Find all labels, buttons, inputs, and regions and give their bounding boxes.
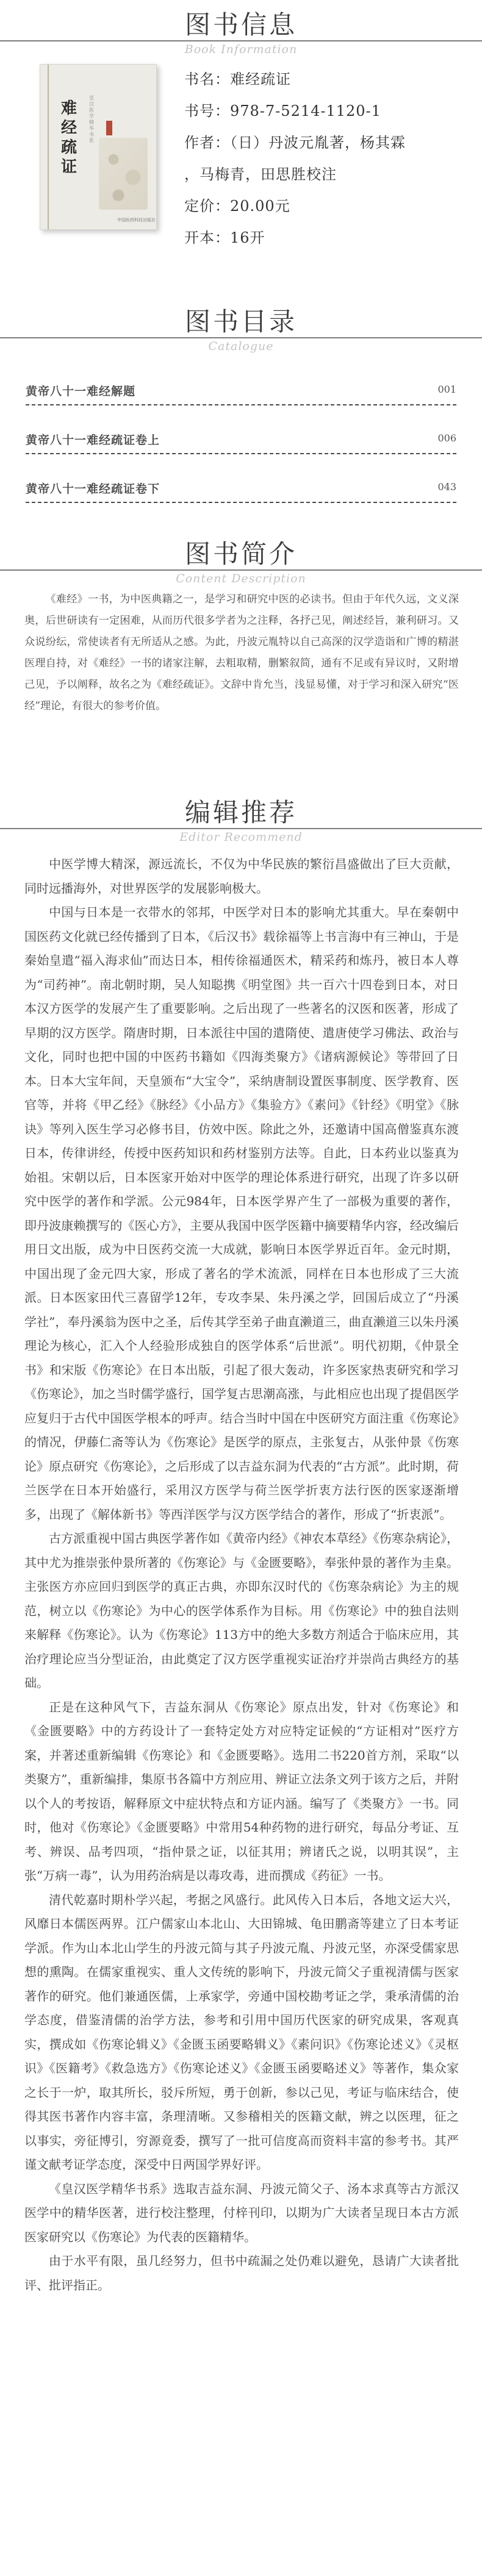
toc-item-page: 043 (437, 481, 456, 493)
section-title: 图书信息 (184, 10, 297, 40)
cover-title: 难经疏证 (61, 99, 77, 176)
toc-item-title: 黄帝八十一难经疏证卷下 (26, 482, 160, 496)
book-format: 开本：16开 (184, 229, 265, 246)
recommend-paragraph: 正是在这种风气下，吉益东洞从《伤寒论》原点出发，针对《伤寒论》和《金匮要略》中的方药设计了一套特定处方对应特定证候的“方证相对”医疗方案，并著述重新编辑《伤寒论》和《金匮要略》。选用二书220首方剂，采取“以类聚方”，重新编排，集原书各篇中方剂应用、辨证立法条文列于该方之后，并附以个人的考按语，解释原文中症状特点和方证内涵。编写了《类聚方》一书。同时，他对《伤寒论》《金匮要略》中常用54种药物的进行研究，每品分考证、互考、辨误、品考四项，“指仲景之证，以征其用；辨诸氏之说，以明其误”，主张“万病一毒”，认为用药治病是以毒攻毒，进而撰成《药征》一书。 (24, 1699, 459, 1883)
toc-item-page: 006 (437, 432, 456, 444)
book-title: 书名：难经疏证 (184, 71, 291, 88)
cover-spine-line (48, 65, 49, 229)
recommend-paragraph: 中医学博大精深，源远流长，不仅为中华民族的繁衍昌盛做出了巨大贡献，同时远播海外，对世界医学的发展影响极大。 (24, 857, 459, 896)
book-author: 作者：（日）丹波元胤著，杨其霖 (184, 134, 406, 151)
toc-item[interactable] (26, 477, 456, 503)
section-title: 编辑推荐 (184, 797, 297, 827)
intro-text: 《难经》一书，为中医典籍之一，是学习和研究中医的必读书。但由于年代久远，文义深奥，后世研读有一定困难，从而历代很多学者为之注释，各抒己见，阐述经旨，兼利研习。又众说纷纭，常使读者有无所适从之感。为此，丹波元胤特以自己高深的汉学造诣和广博的精湛医理自持，对《难经》一书的诸家注解，去粗取精，删繁叙简，通有不足或有异议时，又附增己见，予以阐释，故名之为《难经疏证》。文辞中肯允当，浅显易懂，对于学习和深入研究“医经”理论，有很大的参考价值。 (24, 593, 459, 712)
section-subtitle: Editor Recommend (179, 830, 303, 844)
book-cover (40, 64, 157, 230)
section-divider (0, 337, 482, 338)
toc-item-page: 001 (437, 384, 456, 395)
recommend-body (24, 852, 459, 2297)
toc-item[interactable] (26, 429, 456, 454)
recommend-paragraph: 清代乾嘉时期朴学兴起，考据之风盛行。此风传入日本后，各地文运大兴，风靡日本儒医两界。江户儒家山本北山、大田锦城、龟田鹏斋等建立了日本考证学派。作为山本北山学生的丹波元简与其子丹波元胤、丹波元坚，亦深受儒家思想的熏陶。在儒家重视实、重人文传统的影响下，丹波元简父子重视清儒与医家著作的研究。他们兼通医儒，上承家学，旁通中国校勘考证之学，秉承清儒的治学态度，借鉴清儒的治学方法，参考和引用中国历代医家的研究成果，客观真实，撰成如《伤寒论辑义》《金匮玉函要略辑义》《素问识》《伤寒论述义》《灵枢识》《医籍考》《救急选方》《伤寒论述义》《金匮玉函要略述义》等著作，集众家之长于一炉，取其所长，驳斥所短，勇于创新，参以己见，考证与临床结合，使得其医书著作内容丰富，条理清晰。又参稽相关的医籍文献，辨之以医理，征之以事实，旁征博引，穷源竟委，撰写了一批可信度高而资料丰富的参考书。其严谨文献考证学态度，深受中日两国学界好评。 (24, 1892, 459, 2172)
recommend-paragraph: 中国与日本是一衣带水的邻邦，中医学对日本的影响尤其重大。早在秦朝中国医药文化就已经传播到了日本，《后汉书》载徐福等上书言海中有三神山，于是秦始皇遣“福入海求仙”而达日本，相传徐福通医术，精采药和炼丹，被日本人尊为“司药神”。南北朝时期，吴人知聪携《明堂图》共一百六十四卷到日本，对日本汉方医学的发展产生了重要影响。之后出现了一些著名的汉医和医著，形成了早期的汉方医学。隋唐时期，日本派往中国的遣隋使、遣唐使学习佛法、政治与文化，同时也把中国的中医药书籍如《四海类聚方》《诸病源候论》等带回了日本。日本大宝年间，天皇颁布“大宝令”，采纳唐制设置医事制度、医学教育、医官等，并将《甲乙经》《脉经》《小品方》《集验方》《素问》《针经》《明堂》《脉诀》等列入医生学习必修书目，仿效中医。除此之外，还邀请中国高僧鉴真东渡日本，传律讲经，传授中医药知识和药材鉴别方法等。自此，日本药业以鉴真为始祖。宋朝以后，日本医家开始对中医学的理论体系进行研究，出现了许多以研究中医学的著作和学派。公元984年，日本医学界产生了一部极为重要的著作，即丹波康赖撰写的《医心方》，主要从我国中医学医籍中摘要精华内容，经改编后用日文出版，成为中日医药交流一大成就，影响日本医学界近百年。金元时期，中国出现了金元四大家，形成了著名的学术流派，同样在日本也形成了三大流派。日本医家田代三喜留学12年，专攻李杲、朱丹溪之学，回国后成立了“丹溪学社”，奉丹溪翁为医中之圣，后传其学至弟子曲直濑道三，曲直濑道三以朱丹溪理论为核心，汇入个人经验形成独自的医学体系“后世派”。明代初期，《仲景全书》和宋版《伤寒论》在日本出版，引起了很大轰动，许多医家热衷研究和学习《伤寒论》，加之当时儒学盛行，国学复古思潮高涨，与此相应也出现了提倡医学应复归于古代中国医学根本的呼声。结合当时中国在中医研究方面注重《伤寒论》的情况，伊藤仁斋等认为《伤寒论》是医学的原点，主张复古，从张仲景《伤寒论》原点研究《伤寒论》，之后形成了以吉益东洞为代表的“古方派”。此时期，荷兰医学在日本开始盛行，采用汉方医学与荷兰医学折衷方法行医的医家逐渐增多，出现了《解体新书》等西洋医学与汉方医学结合的著作，形成了“折衷派”。 (24, 905, 459, 1522)
book-author-cont: ，马梅青，田思胜校注 (184, 166, 337, 183)
cover-publisher: 中国医药科技出版社 (117, 218, 156, 223)
recommend-paragraph: 《皇汉医学精华书系》选取吉益东洞、丹波元简父子、汤本求真等古方派汉医学中的精华医著，进行校注整理，付梓刊印，以期为广大读者呈现日本古方派医家研究以《伤寒论》为代表的医籍精华。 (24, 2181, 459, 2244)
section-divider (0, 569, 482, 571)
cover-seal (106, 121, 112, 135)
toc-item-title: 黄帝八十一难经疏证卷上 (26, 433, 160, 447)
toc-item-title: 黄帝八十一难经解题 (26, 385, 136, 398)
section-subtitle: Catalogue (208, 340, 274, 353)
book-isbn: 书号：978-7-5214-1120-1 (184, 102, 381, 120)
book-info-list (184, 68, 465, 259)
section-title: 图书目录 (184, 307, 297, 337)
recommend-paragraph: 由于水平有限，虽几经努力，但书中疏漏之处仍难以避免，恳请广大读者批评、批评指正。 (24, 2253, 459, 2292)
toc-item[interactable] (26, 380, 456, 405)
recommend-paragraph: 古方派重视中国古典医学著作如《黄帝内经》《神农本草经》《伤寒杂病论》，其中尤为推崇张仲景所著的《伤寒论》与《金匮要略》，奉张仲景的著作为圭臬。主张医方亦应回归到医学的真正古典，亦即东汉时代的《伤寒杂病论》为主的规范，树立以《伤寒论》为中心的医学体系作为目标。用《伤寒论》中的独自法则来解释《伤寒论》。认为《伤寒论》113方中的绝大多数方剂适合于临床应用，其治疗理论应当分型证治，由此奠定了汉方医学重视实证治疗并崇尚古典经方的基础。 (24, 1531, 459, 1690)
section-subtitle: Book Information (184, 43, 298, 56)
cover-series: 皇汉医学精华书系 (89, 95, 94, 143)
section-divider (0, 828, 482, 829)
section-subtitle: Content Description (176, 572, 306, 585)
section-divider (0, 40, 482, 41)
book-price: 定价：20.00元 (184, 198, 290, 215)
section-title: 图书简介 (184, 539, 297, 569)
cover-illustration (99, 138, 148, 210)
